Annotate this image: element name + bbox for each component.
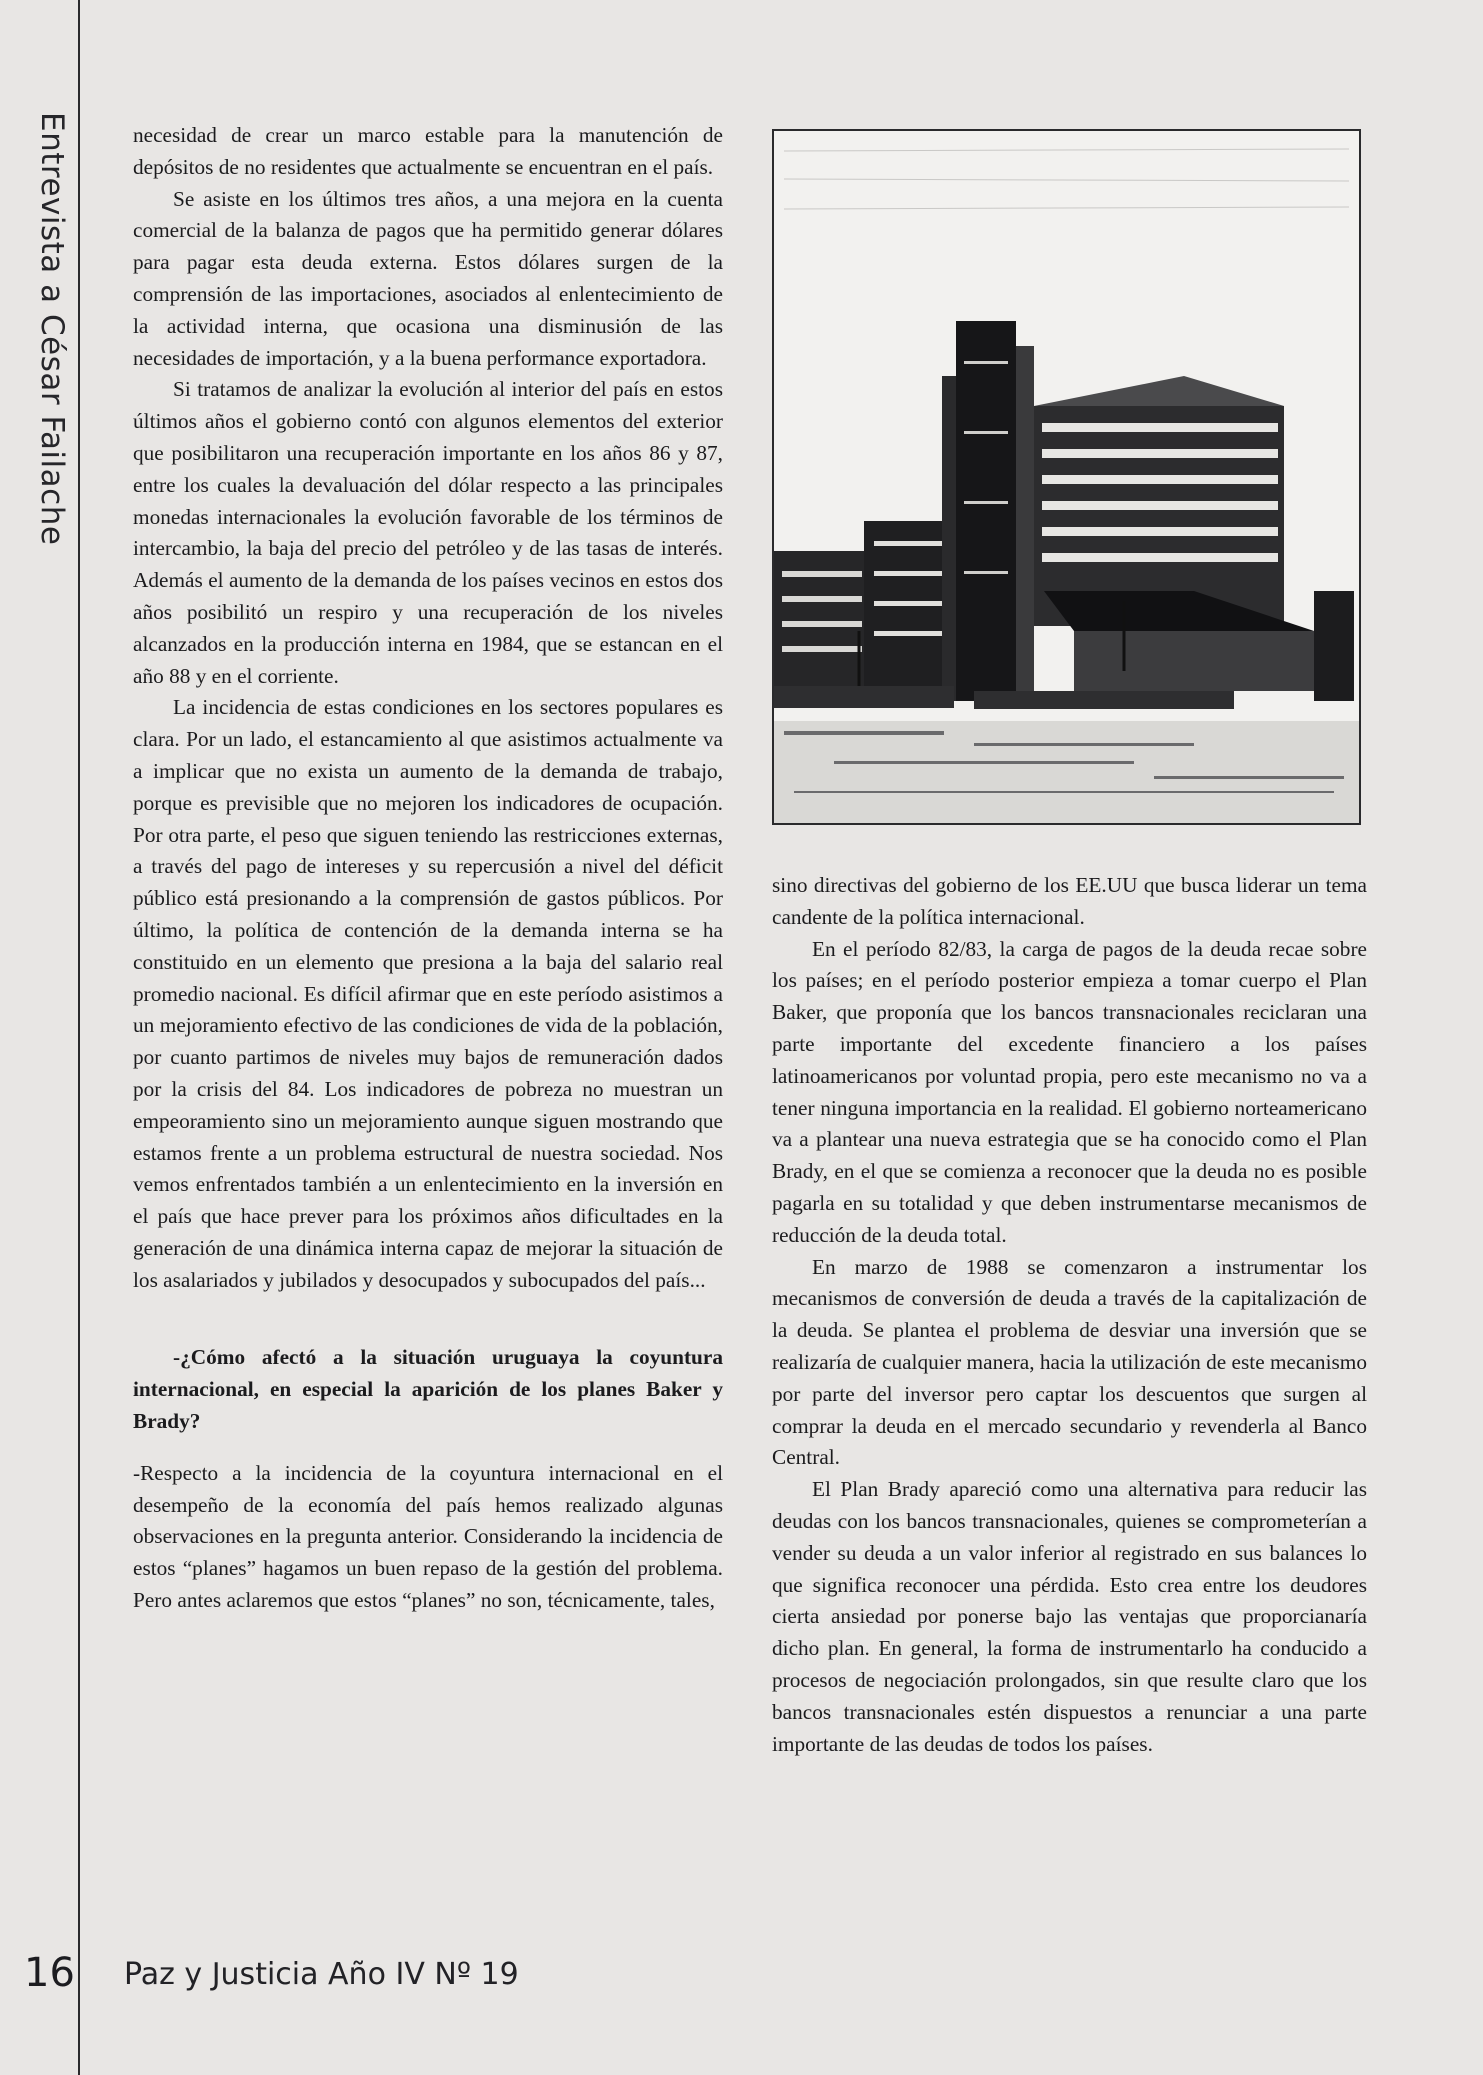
paragraph: En marzo de 1988 se comenzaron a instrumentar los mecanismos de conversión de deuda a través de la capitalización de la deuda. Se plantea el problema de desviar una inversión que se realizaría de cualquier manera, hacia la utilización de este mecanismo por parte del inversor pero captar los descuentos que surgen al comprar la deuda en el mercado secundario y revenderla al Banco Central. (772, 1254, 1367, 1470)
interview-question: -¿Cómo afectó a la situación uruguaya la coyuntura internacional, en especial la aparición de los planes Baker y Brady? (133, 1345, 723, 1434)
paragraph: Si tratamos de analizar la evolución al interior del país en estos últimos años el gobierno contó con algunos elementos del exterior que posibilitaron una recuperación importante en los años 86 y 87, entre los cuales la devaluación del dólar respecto a las principales monedas internacionales la evolución favorable de los términos de intercambio, la baja del precio del petróleo y de las tasas de interés. Además el aumento de la demanda de los países vecinos en estos dos años posibilitó un respiro y una recuperación de los niveles alcanzados en la producción interna en 1984, que se estancan en el año 88 y en el corriente. (133, 377, 723, 688)
margin-rule (78, 0, 80, 2075)
left-column (133, 120, 723, 1617)
side-title: Entrevista a César Failache (34, 112, 70, 546)
paragraph: El Plan Brady apareció como una alternativa para reducir las deudas con los bancos transnacionales, quienes se comprometerían a vender su deuda a un valor inferior al registrado en sus balances lo que significa reconocer una pérdida. Esto crea entre los deudores cierta ansiedad por ponerse bajo las ventajas que proporcianaría dicho plan. En general, la forma de instrumentarlo ha conducido a procesos de negociación prolongados, sin que resulte claro que los bancos transnacionales estén dispuestos a renunciar a una parte importante de las deudas de todos los países. (772, 1477, 1367, 1756)
paragraph: sino directivas del gobierno de los EE.UU que busca liderar un tema candente de la política internacional. (772, 873, 1367, 929)
building-photo (772, 129, 1361, 825)
building-illustration (774, 131, 1359, 823)
publication-title: Paz y Justicia Año IV Nº 19 (124, 1957, 519, 1992)
paragraph: En el período 82/83, la carga de pagos de la deuda recae sobre los países; en el período posterior empieza a tomar cuerpo el Plan Baker, que proponía que los bancos transnacionales reciclaran una parte importante del excedente financiero a los países latinoamericanos por voluntad propia, pero este mecanismo no va a tener ninguna importancia en la realidad. El gobierno norteamericano va a plantear una nueva estrategia que se ha conocido como el Plan Brady, en el que se comienza a reconocer que la deuda no es posible pagarla en su totalidad y que deben instrumentarse mecanismos de reducción de la deuda total. (772, 936, 1367, 1247)
page-number: 16 (24, 1950, 75, 1996)
paragraph: Se asiste en los últimos tres años, a una mejora en la cuenta comercial de la balanza de pagos que ha permitido generar dólares para pagar esta deuda externa. Estos dólares surgen de la comprensión de las importaciones, asociados al enlentecimiento de la actividad interna, que ocasiona una disminusión de las necesidades de importación, y a la buena performance exportadora. (133, 186, 723, 370)
paragraph: La incidencia de estas condiciones en los sectores populares es clara. Por un lado, el estancamiento al que asistimos actualmente va a implicar que no exista un aumento de la demanda de trabajo, porque es previsible que no mejoren los indicadores de ocupación. Por otra parte, el peso que siguen teniendo las restricciones externas, a través del pago de intereses y su repercusión a nivel del déficit público está presionando a la comprensión de gastos públicos. Por último, la política de contención de la demanda interna se ha constituido en un elemento que presiona a la baja del salario real promedio nacional. Es difícil afirmar que en este período asistimos a un mejoramiento efectivo de las condiciones de vida de la población, por cuanto partimos de niveles muy bajos de remuneración dados por la crisis del 84. Los indicadores de pobreza no muestran un empeoramiento sino un mejoramiento aunque siguen mostrando que estamos frente a un problema estructural de nuestra sociedad. Nos vemos enfrentados también a un enlentecimiento en la inversión en el país que hace prever para los próximos años dificultades en la generación de una dinámica interna capaz de mejorar la situación de los asalariados y jubilados y desocupados y subocupados del país... (133, 695, 723, 1292)
right-column (772, 870, 1367, 1760)
paragraph: necesidad de crear un marco estable para la manutención de depósitos de no residentes que actualmente se encuentran en el país. (133, 123, 723, 179)
paragraph: -Respecto a la incidencia de la coyuntura internacional en el desempeño de la economía del país hemos realizado algunas observaciones en la pregunta anterior. Considerando la incidencia de estos “planes” hagamos un buen repaso de la gestión del problema. Pero antes aclaremos que estos “planes” no son, técnicamente, tales, (133, 1460, 723, 1613)
